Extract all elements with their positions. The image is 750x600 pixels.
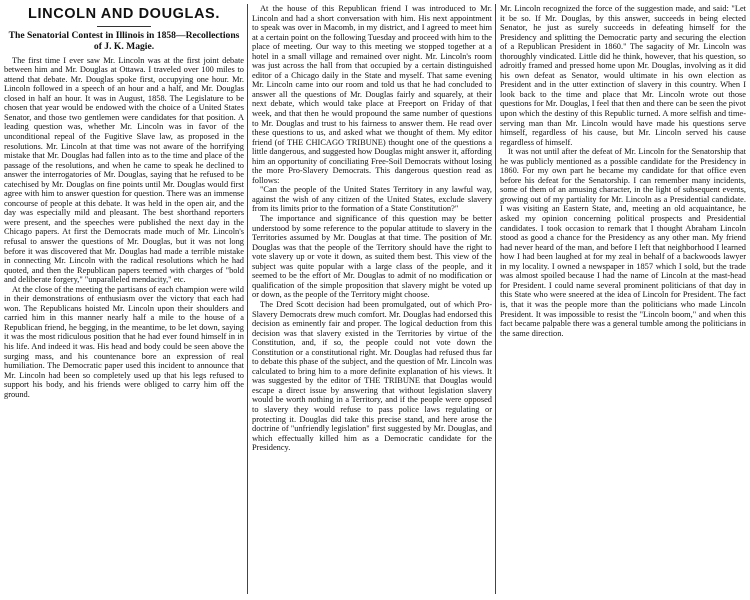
paragraph: At the close of the meeting the partisans of each champion were wild in their demonstrations of enthusiasm over the victory that each had won. The Republicans hoisted Mr. Lincoln upon their shoulders and carried him in this manner nearly half a mile to the house of a Republican friend, he begging, in the meantime, to be let down, saying it was the most ridiculous position that he had ever found himself in in his life. And indeed it was. His head and body could be seen above the surging mass, and his countenance bore an expression of real humiliation. The Democratic paper used this incident to announce that Mr. Lincoln had been so completely used up that his legs refused to support his body, and his friends were obliged to carry him off the ground. bbox=[4, 284, 244, 399]
paragraph: At the house of this Republican friend I was introduced to Mr. Lincoln and had a short conversation with him. His next appointment to speak was over in Macomb, in my district, and I agreed to meet him at a certain point on the following Tuesday and proceed with him to the place of meeting. Our way to this meeting we stopped together at a hotel in a small village and remained over night. Mr. Lincoln's room was just across the hall from that occupied by a certain distinguished editor of a Chicago daily in the State and myself. That same evening Mr. Lincoln came into our room and told us that he had concluded to answer all the questions of Mr. Douglas fairly and squarely, at their next debate, which would take place at Freeport on Friday of that week, and that then he would propound the same number of questions to Mr. Douglas and trust to his fairness to answer them. He read over these questions to us, and asked what we thought of them. My editor friend (of THE CHICAGO TRIBUNE) thought one of the questions a little dangerous, and suggested how Douglas might answer it, affording him an opportunity of conciliating Free-Soil Democrats without losing the more Pro-Slavery Democrats. This dangerous question read as follows: bbox=[252, 4, 492, 185]
subheading: The Senatorial Contest in Illinois in 1858—Recollections of J. K. Magie. bbox=[8, 30, 240, 52]
paragraph: The importance and significance of this question may be better understood by some reference to the popular attitude to slavery in the Territories assumed by Mr. Douglas at that time. The position of Mr. Douglas was that the people of the Territory should have the right to vote slavery up or vote it down, as suited them best. This view of the subject was quite popular with a large class of the people, and it seemed to be the effort of Mr. Douglas to admit of no modification or qualification of the simple proposition that slavery might be voted up or down, as the people of the Territory might choose. bbox=[252, 214, 492, 300]
paragraph: The first time I ever saw Mr. Lincoln was at the first joint debate between him and Mr. Douglas at Ottawa. I traveled over 100 miles to attend that debate. Mr. Douglas spoke first, occupying one hour. Mr. Lincoln followed in a speech of an hour and a half, and Mr. Douglas closed in half an hour. It was in August, 1858. The Legislature to be chosen that year would be endowed with the choice of a United States Senator, and those two gentlemen were candidates for that position. A leading question was, whether Mr. Lincoln was in favor of the unconditional repeal of the Fugitive Slave law, as proposed in the resolutions. Mr. Lincoln at that time was not aware of the horrifying mistake that Mr. Douglas had fallen into as to the time and place of the passage of the resolutions, and when he came to speak he declined to answer the interrogatories of Mr. Douglas, saying that he refused to be catechised by Mr. Douglas on fine points until Mr. Douglas would first agree with him to answer question for question. There was an immense concourse of people at this debate. It was held in the open air, and the day was especially mild and pleasant. The best shorthand reporters were present, and the speeches were published the next day in the Chicago papers. At first the Democrats made much of Mr. Lincoln's refusal to answer the questions of Mr. Douglas, but it was not long before it was discovered that Mr. Douglas had made a terrible mistake in connecting Mr. Lincoln with the radical resolutions which he had quoted, and then the Republican papers teemed with charges of "bold and deliberate forgery," "unparalleled mendacity," etc. bbox=[4, 55, 244, 285]
column-2 bbox=[252, 4, 492, 596]
paragraph: The Dred Scott decision had been promulgated, out of which Pro-Slavery Democrats drew much comfort. Mr. Douglas had endorsed this decision as eminently fair and proper. The logical deduction from this decision was that slavery existed in the Territories by virtue of the Constitution, and, if so, the people could not vote down the Constitution or a constitutional right. Mr. Douglas had refused thus far to debate this phase of the subject, and the question of Mr. Lincoln was calculated to bring him to a more definite explanation of his views. It was suggested by the editor of THE TRIBUNE that Douglas would escape a direct issue by answering that without legislation slavery would be worth nothing in a Territory, and if the people were opposed to slavery they would refuse to pass police laws regulating or protecting it. Douglas did take this precise stand, and here arose the doctrine of "unfriendly legislation" first suggested by Mr. Douglas, and which effectually killed him as a Democratic candidate for the Presidency. bbox=[252, 299, 492, 453]
column-divider bbox=[247, 4, 248, 594]
headline-rule bbox=[97, 26, 151, 27]
paragraph: It was not until after the defeat of Mr. Lincoln for the Senatorship that he was publicly mentioned as a possible candidate for the Presidency in 1860. For my own part he became my candidate for that office even before his defeat for the Senatorship. I can remember many incidents, some of them of an amusing character, in the light of subsequent events, growing out of my partiality for Mr. Lincoln as a Presidential candidate. I was visiting an Eastern State, and, meeting an old acquaintance, he asked my opinion concerning political prospects and Presidential candidates. I took occasion to remark that I thought Abraham Lincoln stood as good a chance for the Presidency as any other man. My friend had never heard of the man, and before I left that neighborhood I learned how I had been laughed at for my zeal in behalf of a backwoods lawyer in my locality. I owned a newspaper in 1857 which I sold, but the trade was almost spoiled because I had the name of Lincoln at the mast-head for President. I could name several prominent politicians of that day in this State who were sneered at the idea of Lincoln for President. The fact is, that it was the people more than the politicians who made Lincoln President. It was impossible to resist the "Lincoln boom," and when this fact became palpable there was a general tumble among the politicians in the same direction. bbox=[500, 147, 746, 338]
paragraph: Mr. Lincoln recognized the force of the suggestion made, and said: "Let it be so. If Mr. Douglas, by this answer, succeeds in being elected Senator, he just as surely succeeds in defeating himself for the Presidency and splitting the Democratic party and securing the election of a Republican President in 1860." The sagacity of Mr. Lincoln was thoroughly vindicated. Little did he think, however, that his question, so adroitly framed and pressed home upon Mr. Douglas, involving as it did his own defeat as Senator, would ultimate in his own election as President and in the utter extinction of slavery in this country. When I look back to the time and place that Mr. Lincoln wrote out those questions for Mr. Douglas, I feel that then and there can be seen the pivot upon which the destiny of this Republic turned. A more selfish and time-serving man than Mr. Lincoln would have made his questions serve himself, regardless of his cause, but Mr. Lincoln served his cause regardless of himself. bbox=[500, 4, 746, 147]
headline: LINCOLN AND DOUGLAS. bbox=[28, 6, 220, 22]
column-1 bbox=[4, 4, 244, 596]
column-divider bbox=[495, 4, 496, 594]
column-3 bbox=[500, 4, 746, 596]
quoted-question: "Can the people of the United States Territory in any lawful way, against the wish of any citizen of the United States, exclude slavery from its limits prior to the formation of a State Constitution?" bbox=[252, 185, 492, 214]
